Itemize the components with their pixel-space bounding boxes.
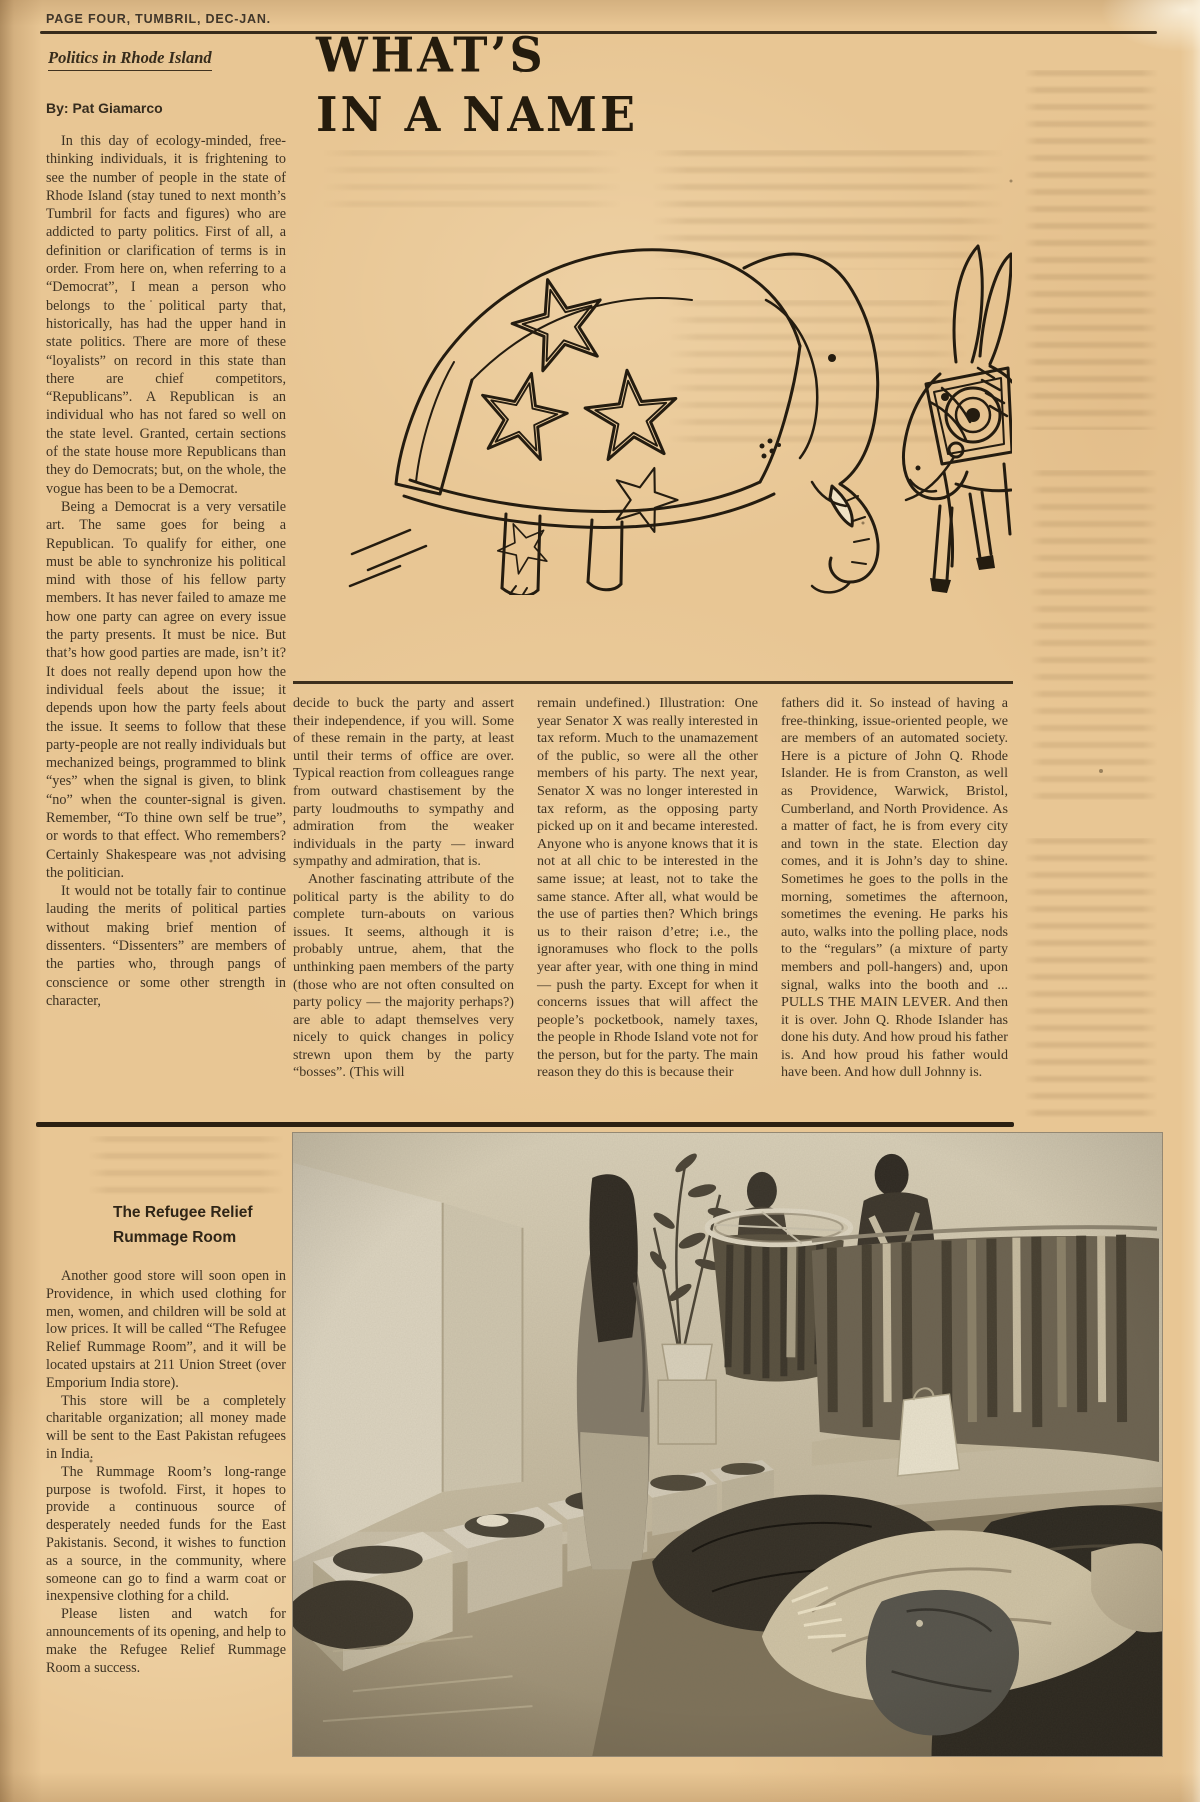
article-headline <box>316 26 638 145</box>
paragraph: The Rummage Room’s long-range purpose is twofold. First, it hopes to provide a continuous source of desperately needed funds for the East Pakistanis. Second, it wishes to function as a source, in the community, where someone can go to find a warm coat or inexpensive clothing for a child. <box>46 1463 286 1605</box>
paragraph: fathers did it. So instead of having a free-thinking, issue-oriented people, we are members of an automated society. Here is a picture of John Q. Rhode Islander. He is from Cranston, as well as Providence, Warwick, Bristol, Cumberland, and North Providence. As a matter of fact, he is from every city and town in the state. Election day comes, and it is John’s day to shine. Sometimes he goes to the polls in the morning, sometimes the afternoon, sometimes the evening. He parks his auto, walks into the polling place, nods to the “regulars” (a mixture of party members and poll-hangers) and, upon signal, walks into the booth and ... PULLS THE MAIN LEVER. And then it is over. John Q. Rhode Islander has done his duty. And how proud his father is. And how proud his father would have been. And how dull Johnny is. <box>781 695 1008 1081</box>
paragraph: decide to buck the party and assert their independence, if you will. Some of these remain in the party, at least until their terms of office are over. Typical reaction from colleagues range from outward chastisement by the party loudmouths to sympathy and admiration from the weaker individuals in the party — inward sympathy and admiration, that is. <box>293 695 514 870</box>
paragraph: Another good store will soon open in Providence, in which used clothing for men, women, and children will be sold at low prices. It will be called “The Refugee Relief Rummage Room”, and it will be located upstairs at 211 Union Street (over Emporium India store). <box>46 1268 286 1391</box>
heading-line-1: The Refugee Relief <box>113 1204 253 1221</box>
page-label: PAGE FOUR, TUMBRIL, DEC-JAN. <box>46 12 271 26</box>
elephant-donkey-illustration <box>292 150 1012 595</box>
article-column-4 <box>781 695 1008 1082</box>
paragraph: Another fascinating attribute of the political party is the ability to do complete turn-abouts on various issues. It seems, although it is probably untrue, ahem, that the unthinking paen members of the party (those who are not often consulted on party policy — the majority perhaps?) are able to adapt themselves very nicely to quick changes in policy strewn upon them by the party “bosses”. (This will <box>293 870 514 1081</box>
bleedthrough-text-ghost <box>1030 470 1158 800</box>
paragraph: It would not be totally fair to continue lauding the merits of political parties without making brief mention of dissenters. “Dissenters” are members of the parties who, through pangs of conscience or some other strength in character, <box>46 883 286 1009</box>
bleedthrough-text-ghost <box>1024 70 1158 430</box>
article-byline: By: Pat Giamarco <box>46 100 163 116</box>
headline-line-2: IN A NAME <box>316 86 639 143</box>
paragraph: This store will be a completely charitable organization; all money made will be sent to the East Pakistan refugees in India. <box>46 1392 286 1462</box>
rummage-article-heading <box>113 1200 253 1250</box>
donkey-figure <box>903 246 1012 593</box>
paragraph: Please listen and watch for announcements of its opening, and help to make the Refugee Relief Rummage Room a success. <box>46 1606 286 1676</box>
headline-line-1: WHAT’S <box>316 26 546 83</box>
article-column-3 <box>537 695 758 1082</box>
column-top-rule <box>293 681 1013 684</box>
article-column-2 <box>293 695 514 1082</box>
rummage-article-column <box>46 1268 286 1677</box>
section-divider-rule <box>36 1122 1014 1127</box>
article-column-1 <box>46 132 286 1010</box>
heading-line-2: Rummage Room <box>113 1229 237 1246</box>
bleedthrough-text-ghost <box>88 1136 284 1202</box>
paragraph: remain undefined.) Illustration: One year Senator X was really interested in tax reform. Much to the unamazement of the public, so were all the other members of his party. The next year, Senator X was no longer interested in tax reform, as the opposing party picked up on it and became interested. Anyone who is anyone knows that it is not at all chic to be interested in the same issue; at least, not to take the same stance. After all, what would be the use of parties then? Which brings us to their raison d’etre; i.e., the ignoramuses who flock to the polls year after year, with one thing in mind — push the party. Except for when it concerns issues that will affect the people’s pocketbook, namely taxes, the people in Rhode Island vote not for the person, but for the party. The main reason they do this is because their <box>537 695 758 1081</box>
elephant-figure <box>350 250 878 595</box>
paragraph: In this day of ecology-minded, free-thinking individuals, it is frightening to see the number of people in the state of Rhode Island (stay tuned to next month’s Tumbril for facts and figures) who are addicted to party politics. First of all, a definition or clarification of terms is in order. From here on, when referring to a “Democrat”, I mean a person who belongs to the political party that, historically, has had the upper hand in state politics. There are more of these “loyalists” on record in this state than there are chief competitors, “Republicans”. A Republican is an individual who has not fared so well on the state level. Granted, certain sections of the state house more Republicans than they do Democrats; but, on the whole, the vogue has been to be a Democrat. <box>46 133 286 497</box>
paragraph: Being a Democrat is a very versatile art. The same goes for being a Republican. To qualify for either, one must be able to synchronize his political mind with those of his fellow party members. It has never failed to amaze me how one party can agree on every issue the party presents. It must be nice. But that’s how good parties are made, isn’t it? It does not really depend upon how the individual feels about the issue; it depends upon how the party feels about the issue. It seems to follow that these party-people are not really individuals but mechanized beings, programmed to blink “yes” when the signal is given, to blink “no” when the counter-signal is given. Remember, “To thine own self be true”, or words to that effect. Who remembers? Certainly Shakespeare was not advising the politician. <box>46 498 286 881</box>
bleedthrough-text-ghost <box>1024 838 1158 1118</box>
elephant-donkey-cartoon-svg <box>292 150 1012 595</box>
article-kicker: Politics in Rhode Island <box>48 48 212 71</box>
rummage-room-photo <box>292 1132 1163 1757</box>
rummage-room-photo-svg <box>293 1133 1162 1756</box>
